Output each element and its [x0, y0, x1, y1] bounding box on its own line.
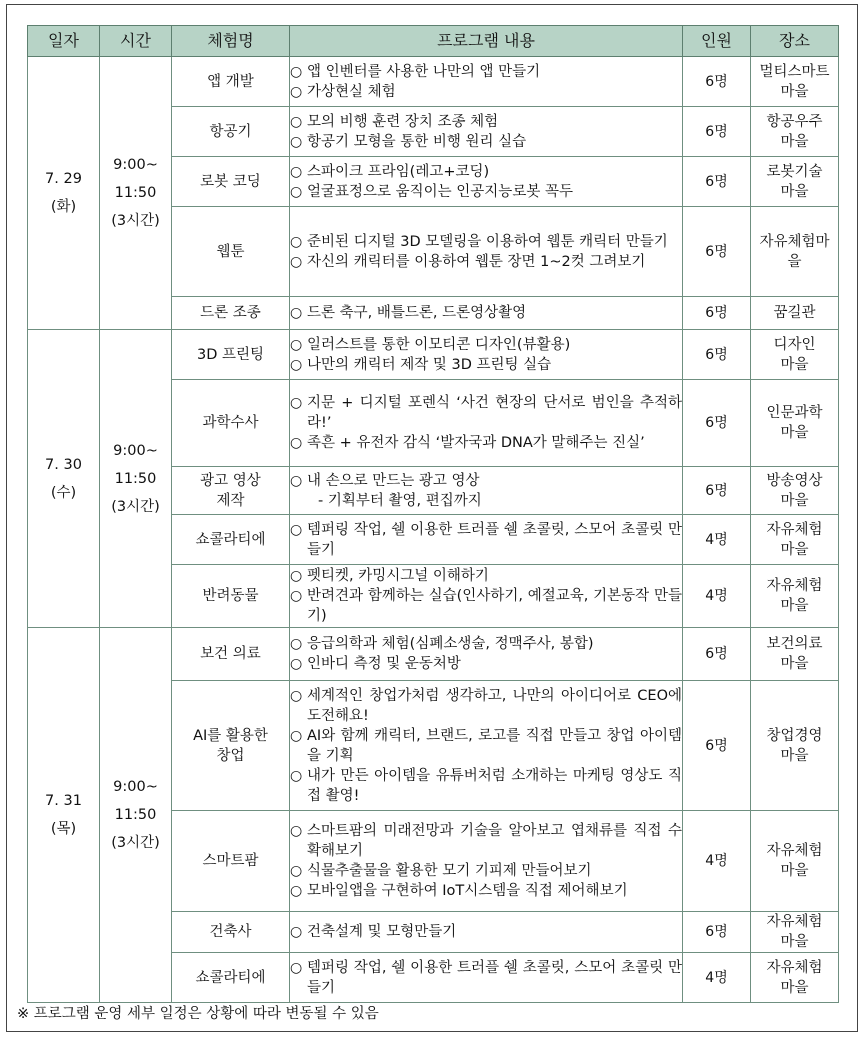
program-name-cell — [172, 107, 290, 157]
place-cell — [751, 57, 839, 107]
program-item-text: 내 손으로 만드는 광고 영상 — [307, 472, 480, 489]
schedule-table — [27, 25, 839, 1003]
capacity-cell: 6명 — [683, 297, 751, 330]
program-item — [290, 958, 682, 998]
program-item — [290, 252, 682, 272]
program-item — [290, 182, 682, 202]
place-cell — [751, 628, 839, 681]
program-item — [290, 393, 682, 433]
place-text: 마을 — [780, 183, 809, 200]
place-text: 을 — [787, 253, 802, 270]
table-row — [28, 628, 839, 681]
program-item-text: 모의 비행 훈련 장치 조종 체험 — [307, 113, 499, 130]
program-name: 창업 — [216, 747, 245, 764]
place-text: 보건의료 — [766, 636, 823, 652]
circle-bullet-icon: ○ — [290, 823, 303, 839]
place-text: 자유체험 — [766, 959, 823, 976]
date-cell — [28, 628, 100, 1003]
program-item-text: 족흔 + 유전자 감식 ‘발자국과 DNA가 말해주는 진실’ — [307, 435, 645, 451]
program-content-cell — [290, 157, 683, 207]
table-row — [28, 57, 839, 107]
program-name: AI를 활용한 — [193, 727, 268, 744]
program-name-cell — [172, 380, 290, 467]
program-item-text: 일러스트를 통한 이모티콘 디자인(뷰활용) — [307, 336, 571, 353]
circle-bullet-icon: ○ — [290, 767, 303, 784]
place-text: 마을 — [780, 656, 809, 672]
capacity-cell: 4명 — [683, 811, 751, 912]
place-text: 마을 — [780, 979, 809, 996]
circle-bullet-icon: ○ — [290, 636, 303, 652]
schedule-body — [28, 57, 839, 1003]
time-cell — [100, 628, 172, 1003]
program-name: 항공기 — [209, 123, 252, 140]
circle-bullet-icon: ○ — [290, 863, 303, 879]
place-text: 마을 — [780, 425, 809, 441]
time-cell — [100, 330, 172, 628]
header-date: 일자 — [28, 26, 100, 57]
program-name-cell — [172, 467, 290, 515]
time-time-start: 9:00~ — [113, 157, 158, 173]
program-item-text: 나만의 캐릭터 제작 및 3D 프린팅 실습 — [307, 356, 552, 373]
weekday-text: (수) — [50, 484, 77, 501]
place-text: 자유체험마 — [759, 233, 830, 250]
program-item — [290, 112, 682, 132]
program-content-cell — [290, 912, 683, 953]
circle-bullet-icon: ○ — [290, 687, 303, 704]
program-name-cell — [172, 515, 290, 565]
capacity-cell: 6명 — [683, 467, 751, 515]
capacity-cell: 6명 — [683, 57, 751, 107]
place-cell — [751, 912, 839, 953]
program-item-text: 얼굴표정으로 움직이는 인공지능로봇 꼭두 — [307, 183, 573, 200]
program-item — [290, 355, 682, 375]
circle-bullet-icon: ○ — [290, 435, 303, 451]
program-name: 반려동물 — [202, 588, 259, 604]
program-content-cell — [290, 467, 683, 515]
header-place: 장소 — [751, 26, 839, 57]
program-name: 쇼콜라티에 — [195, 531, 266, 548]
program-item — [290, 654, 682, 674]
circle-bullet-icon: ○ — [290, 395, 303, 411]
place-text: 항공우주 — [766, 113, 823, 130]
program-item — [290, 433, 682, 453]
place-text: 마을 — [780, 83, 809, 100]
place-cell — [751, 565, 839, 628]
capacity-cell: 4명 — [683, 953, 751, 1003]
time-cell — [100, 57, 172, 330]
program-content-cell — [290, 380, 683, 467]
program-item — [290, 881, 682, 901]
header-time: 시간 — [100, 26, 172, 57]
program-item — [290, 303, 682, 323]
header-count: 인원 — [683, 26, 751, 57]
time-time-end: 11:50 — [114, 470, 157, 487]
place-text: 마을 — [780, 863, 809, 879]
place-text: 마을 — [780, 934, 809, 950]
program-item-text: 항공기 모형을 통한 비행 원리 실습 — [307, 133, 527, 150]
circle-bullet-icon: ○ — [290, 959, 303, 976]
circle-bullet-icon: ○ — [290, 656, 303, 672]
program-content-cell — [290, 953, 683, 1003]
date-cell — [28, 57, 100, 330]
place-cell — [751, 467, 839, 515]
place-text: 디자인 — [773, 336, 816, 353]
capacity-cell: 6명 — [683, 628, 751, 681]
circle-bullet-icon: ○ — [290, 727, 303, 744]
date-text: 7. 29 — [45, 171, 82, 187]
program-content-cell — [290, 628, 683, 681]
program-content-cell — [290, 681, 683, 811]
time-time-end: 11:50 — [114, 807, 157, 823]
place-text: 마을 — [780, 747, 809, 764]
circle-bullet-icon: ○ — [290, 305, 303, 321]
circle-bullet-icon: ○ — [290, 356, 303, 373]
program-item-text: 드론 축구, 배틀드론, 드론영상촬영 — [307, 305, 527, 321]
circle-bullet-icon: ○ — [290, 924, 303, 940]
header-content: 프로그램 내용 — [290, 26, 683, 57]
place-text: 자유체험 — [766, 578, 823, 594]
date-text: 7. 31 — [45, 793, 82, 809]
program-item — [290, 766, 682, 806]
program-item — [290, 586, 682, 626]
program-name-cell — [172, 330, 290, 380]
capacity-cell: 6명 — [683, 157, 751, 207]
program-name-cell — [172, 565, 290, 628]
program-item — [290, 62, 682, 82]
program-name-cell — [172, 157, 290, 207]
program-name-cell — [172, 57, 290, 107]
program-name: 드론 조종 — [200, 305, 261, 321]
program-content-cell — [290, 811, 683, 912]
capacity-cell: 6명 — [683, 207, 751, 297]
program-name: 스마트팜 — [202, 853, 259, 869]
program-name: 쇼콜라티에 — [195, 969, 266, 986]
capacity-cell: 6명 — [683, 107, 751, 157]
circle-bullet-icon: ○ — [290, 63, 303, 80]
program-item-text: 준비된 디지털 3D 모델링을 이용하여 웹툰 캐릭터 만들기 — [307, 233, 668, 250]
circle-bullet-icon: ○ — [290, 163, 303, 180]
place-cell — [751, 157, 839, 207]
program-name: 건축사 — [209, 924, 252, 940]
place-text: 방송영상 — [766, 472, 823, 489]
program-name: 과학수사 — [202, 415, 259, 431]
program-name: 로봇 코딩 — [200, 173, 261, 190]
program-name-cell — [172, 207, 290, 297]
program-item-text: 세계적인 창업가처럼 생각하고, 나만의 아이디어로 CEO에 도전해요! — [307, 687, 682, 724]
capacity-cell: 6명 — [683, 330, 751, 380]
program-item-text: 내가 만든 아이템을 유튜버처럼 소개하는 마케팅 영상도 직접 촬영! — [307, 767, 682, 804]
place-text: 꿈길관 — [773, 305, 816, 321]
time-time-start: 9:00~ — [113, 442, 158, 459]
place-text: 멀티스마트 — [759, 63, 830, 80]
program-item-text: 앱 인벤터를 사용한 나만의 앱 만들기 — [307, 63, 541, 80]
place-cell — [751, 207, 839, 297]
program-item — [290, 861, 682, 881]
program-item-text: 응급의학과 체험(심폐소생술, 정맥주사, 봉합) — [307, 636, 594, 652]
circle-bullet-icon: ○ — [290, 133, 303, 150]
program-item — [290, 471, 682, 491]
date-cell — [28, 330, 100, 628]
time-duration: (3시간) — [111, 835, 160, 851]
program-name: 앱 개발 — [207, 73, 254, 90]
place-text: 자유체험 — [766, 521, 823, 538]
program-item-text: 템퍼링 작업, 쉘 이용한 트러플 쉘 초콜릿, 스모어 초콜릿 만들기 — [307, 521, 682, 558]
program-item-text: 모바일앱을 구현하여 IoT시스템을 직접 제어해보기 — [307, 883, 628, 899]
program-item — [290, 566, 682, 586]
program-item-text: AI와 함께 캐릭터, 브랜드, 로고를 직접 만들고 창업 아이템을 기획 — [307, 727, 682, 764]
header-name: 체험명 — [172, 26, 290, 57]
header-row — [28, 26, 839, 57]
program-item — [290, 922, 682, 942]
capacity-cell: 6명 — [683, 681, 751, 811]
circle-bullet-icon: ○ — [290, 183, 303, 200]
program-item — [290, 726, 682, 766]
program-name-cell — [172, 953, 290, 1003]
program-name-cell — [172, 681, 290, 811]
program-item-text: 식물추출물을 활용한 모기 기피제 만들어보기 — [307, 863, 592, 879]
circle-bullet-icon: ○ — [290, 588, 303, 604]
circle-bullet-icon: ○ — [290, 521, 303, 538]
weekday-text: (화) — [50, 199, 77, 215]
place-text: 마을 — [780, 541, 809, 558]
program-item — [290, 634, 682, 654]
capacity-cell: 4명 — [683, 565, 751, 628]
program-content-cell — [290, 565, 683, 628]
place-text: 마을 — [780, 133, 809, 150]
program-name-cell — [172, 297, 290, 330]
program-content-cell — [290, 57, 683, 107]
place-text: 마을 — [780, 356, 809, 373]
place-text: 자유체험 — [766, 843, 823, 859]
program-item — [290, 335, 682, 355]
program-item-text: 템퍼링 작업, 쉘 이용한 트러플 쉘 초콜릿, 스모어 초콜릿 만들기 — [307, 959, 682, 996]
program-item-text: 건축설계 및 모형만들기 — [307, 924, 457, 940]
time-time-end: 11:50 — [114, 185, 157, 201]
capacity-cell: 6명 — [683, 380, 751, 467]
place-text: 로봇기술 — [766, 163, 823, 180]
circle-bullet-icon: ○ — [290, 336, 303, 353]
program-content-cell — [290, 107, 683, 157]
program-item-text: 지문 + 디지털 포렌식 ‘사건 현장의 단서로 범인을 추적하라!’ — [307, 395, 682, 431]
program-name: 제작 — [216, 492, 245, 509]
program-item-text: 가상현실 체험 — [307, 83, 396, 100]
program-item — [290, 162, 682, 182]
program-name-cell — [172, 811, 290, 912]
program-name: 보건 의료 — [200, 646, 261, 662]
place-cell — [751, 297, 839, 330]
program-name-cell — [172, 628, 290, 681]
place-text: 창업경영 — [766, 727, 823, 744]
circle-bullet-icon: ○ — [290, 83, 303, 100]
program-name: 광고 영상 — [200, 472, 261, 489]
place-text: 자유체험 — [766, 914, 823, 930]
place-text: 마을 — [780, 492, 809, 509]
time-duration: (3시간) — [111, 213, 160, 229]
program-name-cell — [172, 912, 290, 953]
circle-bullet-icon: ○ — [290, 253, 303, 270]
place-text: 인문과학 — [766, 405, 823, 421]
circle-bullet-icon: ○ — [290, 472, 303, 489]
place-cell — [751, 681, 839, 811]
program-item — [290, 821, 682, 861]
program-content-cell — [290, 330, 683, 380]
place-cell — [751, 515, 839, 565]
program-item — [290, 82, 682, 102]
program-item-text: 스마트팜의 미래전망과 기술을 알아보고 엽채류를 직접 수확해보기 — [307, 823, 682, 859]
circle-bullet-icon: ○ — [290, 568, 303, 584]
weekday-text: (목) — [50, 821, 77, 837]
program-content-cell — [290, 515, 683, 565]
capacity-cell: 4명 — [683, 515, 751, 565]
program-item-text: 펫티켓, 카밍시그널 이해하기 — [307, 568, 489, 584]
place-cell — [751, 107, 839, 157]
program-sub-text: - 기획부터 촬영, 편집까지 — [318, 492, 482, 509]
place-cell — [751, 953, 839, 1003]
program-item-text: 자신의 캐릭터를 이용하여 웹툰 장면 1~2컷 그려보기 — [307, 253, 646, 270]
program-item-text: 인바디 측정 및 운동처방 — [307, 656, 461, 672]
circle-bullet-icon: ○ — [290, 883, 303, 899]
place-text: 마을 — [780, 598, 809, 614]
circle-bullet-icon: ○ — [290, 113, 303, 130]
program-name: 3D 프린팅 — [196, 346, 265, 363]
program-item-text: 반려견과 함께하는 실습(인사하기, 예절교육, 기본동작 만들기) — [307, 588, 682, 624]
time-time-start: 9:00~ — [113, 779, 158, 795]
program-name: 웹툰 — [216, 243, 245, 260]
date-text: 7. 30 — [45, 456, 82, 473]
footnote: ※ 프로그램 운영 세부 일정은 상황에 따라 변동될 수 있음 — [17, 1006, 379, 1022]
place-cell — [751, 330, 839, 380]
place-cell — [751, 380, 839, 467]
capacity-cell: 6명 — [683, 912, 751, 953]
program-item — [290, 520, 682, 560]
program-item — [290, 232, 682, 252]
program-item — [290, 686, 682, 726]
table-row — [28, 330, 839, 380]
program-item — [290, 132, 682, 152]
program-content-cell — [290, 207, 683, 297]
circle-bullet-icon: ○ — [290, 233, 303, 250]
program-item-text: 스파이크 프라임(레고+코딩) — [307, 163, 490, 180]
place-cell — [751, 811, 839, 912]
program-content-cell — [290, 297, 683, 330]
time-duration: (3시간) — [111, 498, 160, 515]
